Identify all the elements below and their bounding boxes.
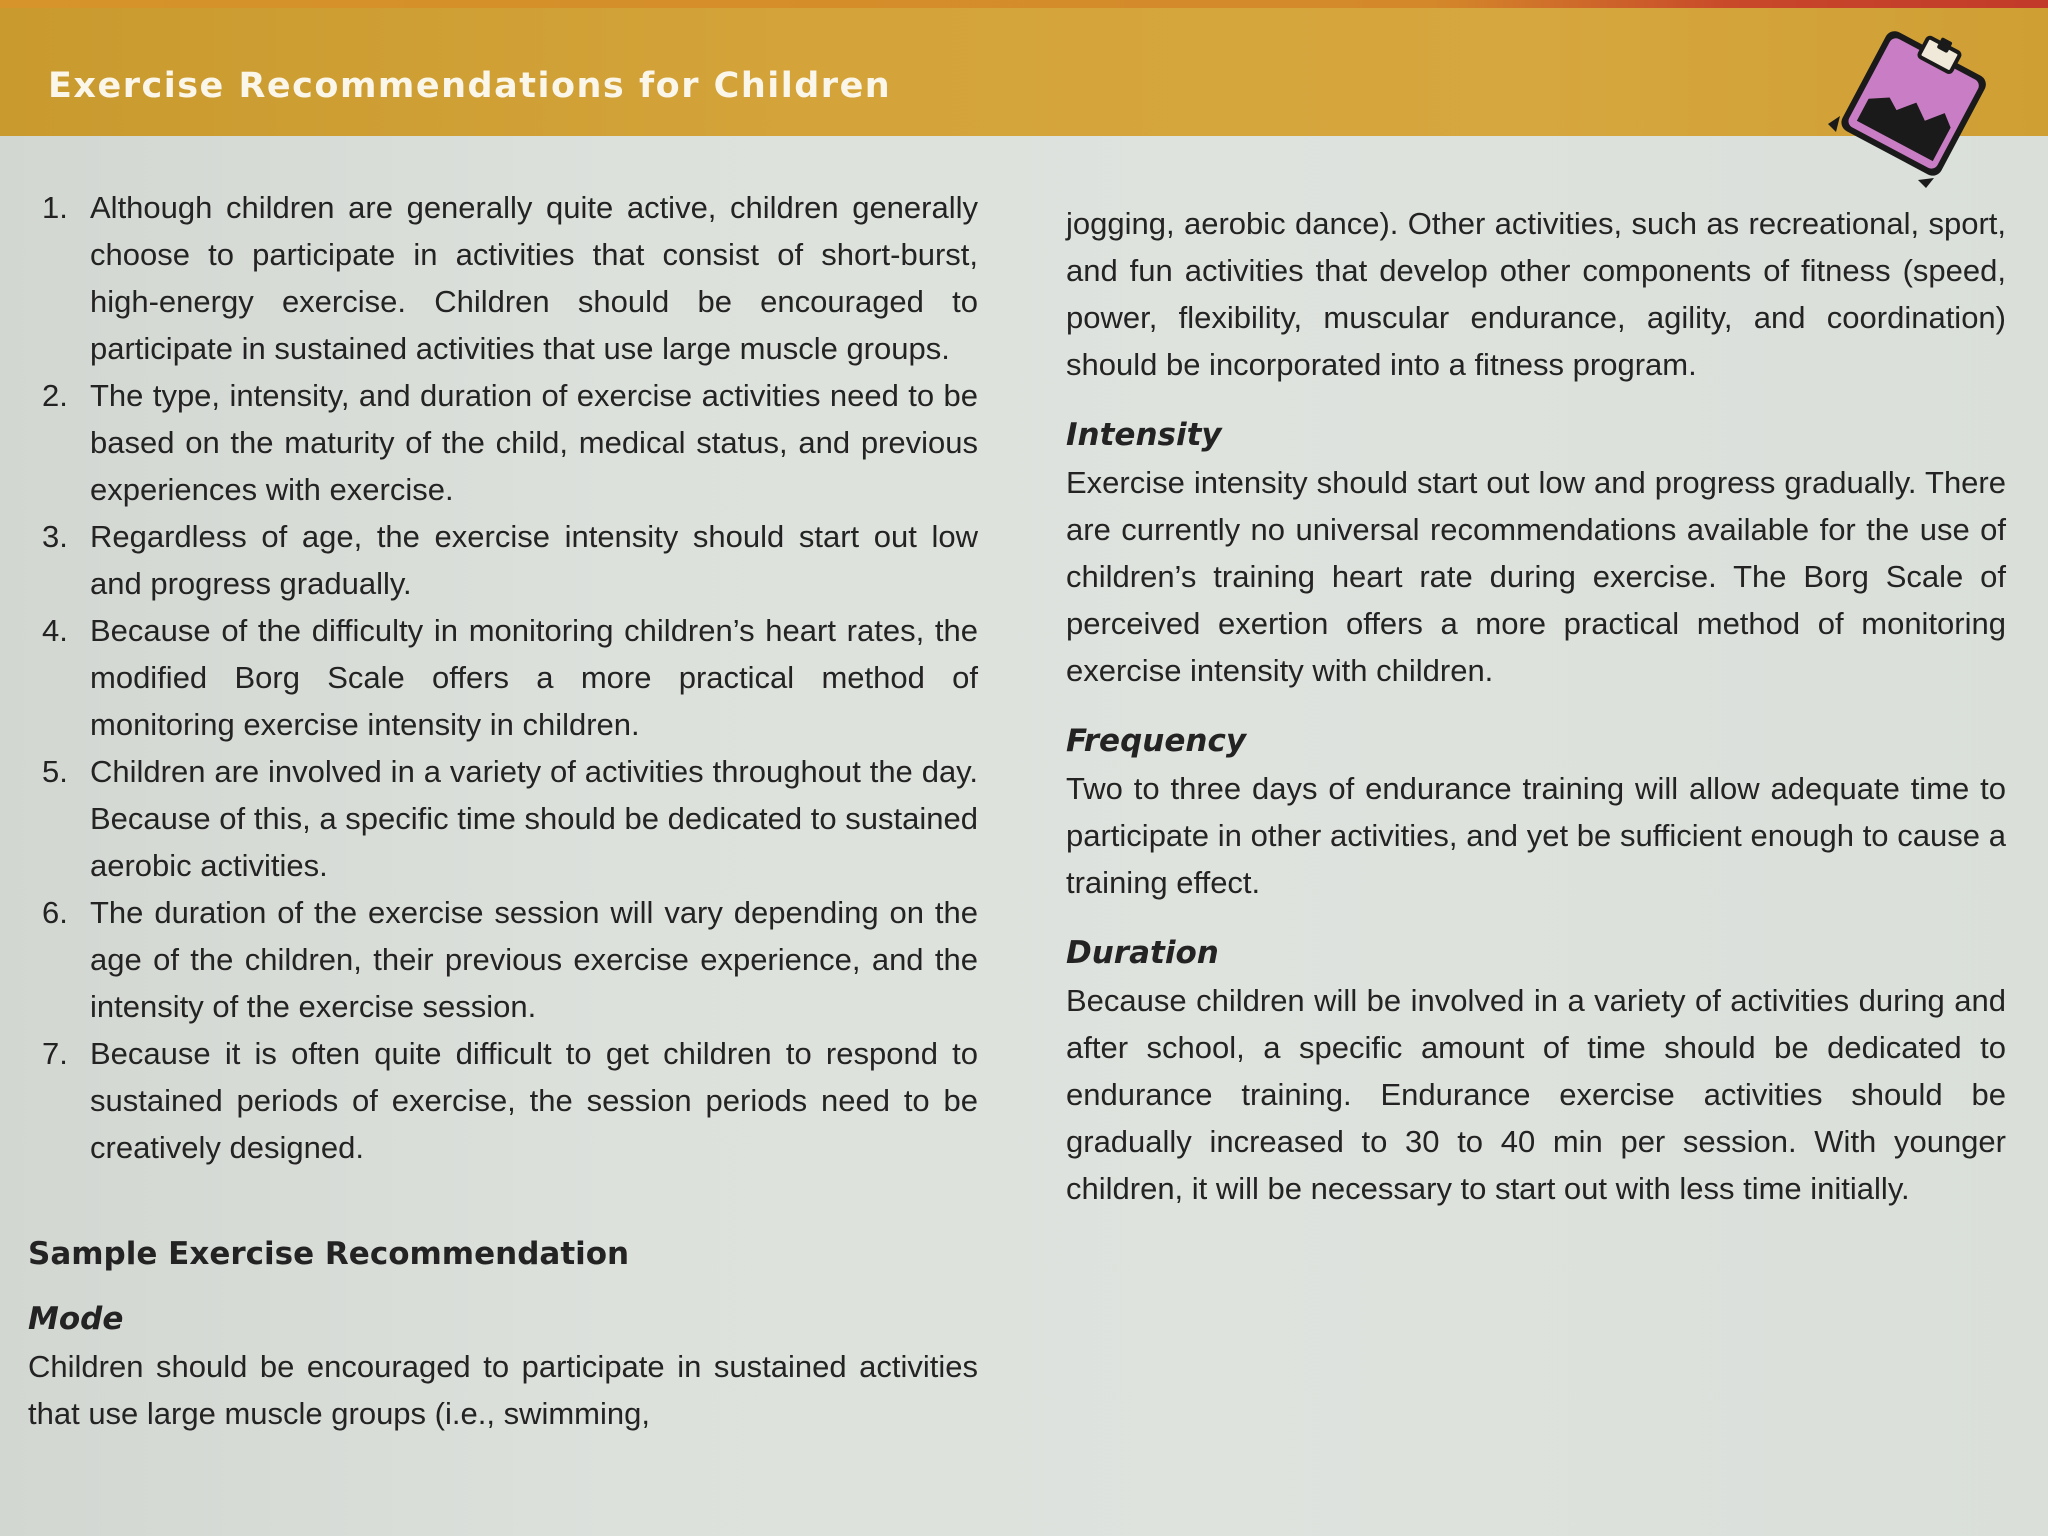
- mode-text-part-2: jogging, aerobic dance). Other activities, such as recreational, sport, and fun activities that develop other components of fitness (speed, power, flexibility, muscular endurance, agility, and coordination) should be incorporated into a fitness program.: [1066, 206, 2006, 382]
- list-text: Because of the difficulty in monitoring children’s heart rates, the modified Borg Scale offers a more practical method of monitoring exercise intensity in children.: [90, 613, 978, 742]
- list-number: 4.: [42, 613, 68, 648]
- list-text: Regardless of age, the exercise intensity should start out low and progress gradually.: [90, 519, 978, 601]
- recommendations-list: [28, 184, 978, 1171]
- list-text: Although children are generally quite active, children generally choose to participate in activities that consist of short-burst, high-energy exercise. Children should be encouraged to participate in sustained activities that use large muscle groups.: [90, 190, 978, 366]
- frequency-heading: Frequency: [1066, 723, 1247, 759]
- list-text: The duration of the exercise session will vary depending on the age of the children, their previous exercise experience, and the intensity of the exercise session.: [90, 895, 978, 1024]
- intensity-text: Exercise intensity should start out low and progress gradually. There are currently no universal recommendations available for the use of children’s training heart rate during exercise. The Borg Scale of perceived exertion offers a more practical method of monitoring exercise intensity with children.: [1066, 465, 2006, 688]
- clipboard-icon: [1818, 28, 2018, 188]
- list-item: [28, 607, 978, 748]
- list-item: [28, 889, 978, 1030]
- list-item: [28, 1030, 978, 1171]
- list-number: 2.: [42, 378, 68, 413]
- list-number: 6.: [42, 895, 68, 930]
- mode-text-part-1: Children should be encouraged to participate in sustained activities that use large muscle groups (i.e., swimming,: [28, 1349, 978, 1431]
- list-item: [28, 748, 978, 889]
- duration-heading: Duration: [1066, 935, 1219, 971]
- duration-text: Because children will be involved in a variety of activities during and after school, a specific amount of time should be dedicated to endurance training. Endurance exercise activities should be gradually increased to 30 to 40 min per session. With younger children, it will be necessary to start out with less time initially.: [1066, 983, 2006, 1206]
- list-item: [28, 372, 978, 513]
- list-number: 5.: [42, 754, 68, 789]
- page-title: Exercise Recommendations for Children: [48, 66, 892, 106]
- list-number: 3.: [42, 519, 68, 554]
- list-text: The type, intensity, and duration of exercise activities need to be based on the maturity of the child, medical status, and previous experiences with exercise.: [90, 378, 978, 507]
- left-column: [28, 184, 978, 1437]
- list-number: 7.: [42, 1036, 68, 1071]
- intensity-heading: Intensity: [1066, 417, 1222, 453]
- list-item: [28, 513, 978, 607]
- list-item: [28, 184, 978, 372]
- list-text: Because it is often quite difficult to get children to respond to sustained periods of exercise, the session periods need to be creatively designed.: [90, 1036, 978, 1165]
- mode-heading: Mode: [28, 1301, 124, 1337]
- list-text: Children are involved in a variety of activities throughout the day. Because of this, a specific time should be dedicated to sustained aerobic activities.: [90, 754, 978, 883]
- sample-heading: Sample Exercise Recommendation: [28, 1236, 630, 1272]
- frequency-text: Two to three days of endurance training will allow adequate time to participate in other activities, and yet be sufficient enough to cause a training effect.: [1066, 771, 2006, 900]
- right-column: [1066, 200, 2006, 1236]
- list-number: 1.: [42, 190, 68, 225]
